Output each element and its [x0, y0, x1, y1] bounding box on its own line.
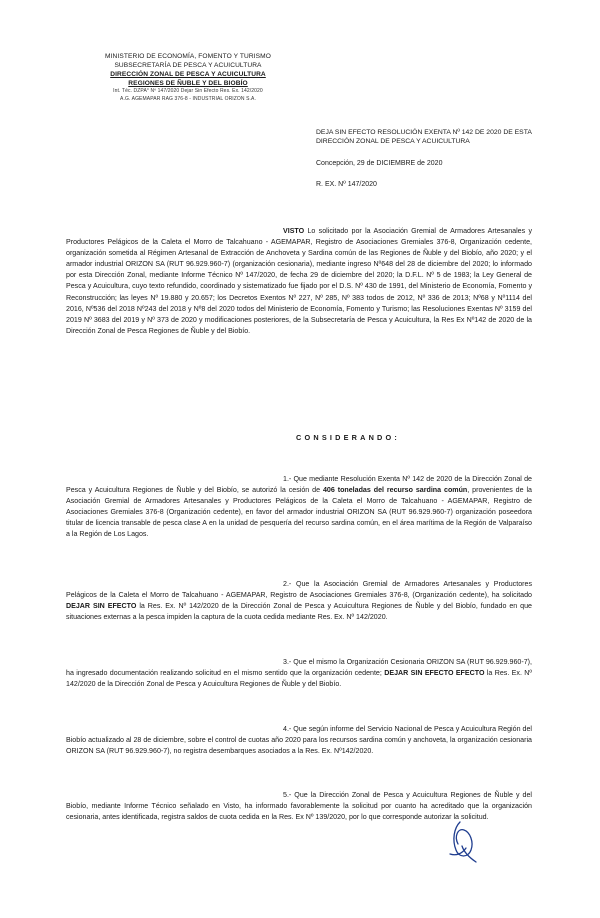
- place-date: Concepción, 29 de DICIEMBRE de 2020: [316, 160, 443, 167]
- visto-text: Lo solicitado por la Asociación Gremial de Armadores Artesanales y Productores Pelágicos de la Caleta el Morro de Talcahuano - AGEMAPAR, Registro de Asociaciones Gremiales 376-8, Organización cedente, organización sometida al Régimen Artesanal de Extracción de Anchoveta y Sardina común de las Regiones de Ñuble y del Biobío, año 2020; y el armador industrial ORIZON SA (RUT 96.929.960-7) (organización cesionaria), mediante ingreso Nº648 del 28 de diciembre del 2020; lo informado por esta Dirección Zonal, mediante Informe Técnico Nº 147/2020, de fecha 29 de diciembre del 2020; la D.F.L. Nº 5 de 1983; la Ley General de Pesca y Acuicultura, cuyo texto refundido, coordinado y sistematizado fue fijado por el D.S. Nº 430 de 1991, del Ministerio de Economía, Fomento y Reconstrucción; las leyes Nº 19.880 y 20.657; los Decretos Exentos Nº 227, Nº 285, Nº 383 todos de 2012, Nº 336 de 2013; Nº68 y Nº1114 del 2016, Nº536 del 2018 Nº243 del 2018 y Nº8 del 2020 todos del Ministerio de Economía, Fomento y Turismo; las Resoluciones Exentas Nº 3159 del 2019 Nº 3683 del 2019 y Nº 373 de 2020 y modificaciones posteriores, de la Subsecretaría de Pesca y Acuicultura, la Res Ex Nº142 de 2020 de la Dirección Zonal de Pesca Regiones de Ñuble y del Biobío.: [66, 227, 532, 335]
- considerando-1: [66, 474, 532, 541]
- considerando-5-text: 5.- Que la Dirección Zonal de Pesca y Acuicultura Regiones de Ñuble y del Biobío, mediante Informe Técnico señalado en Visto, ha informado favorablemente la solicitud por cuanto ha acreditado que la organización cesionaria, antes identificada, registra saldos de cuota cedida en la Res. Ex Nº 139/2020, por lo que corresponde autorizar la solicitud.: [66, 791, 532, 822]
- considerando-2: [66, 579, 532, 623]
- visto-paragraph: [66, 226, 532, 337]
- considerando-1-text-a: 1.- Que mediante Resolución Exenta Nº 142 de 2020 de la Dirección Zonal de Pesca y Acuicultura Regiones de Ñuble y del Biobío, se autorizó la cesión de: [66, 475, 532, 495]
- direccion-zonal-line: DIRECCIÓN ZONAL DE PESCA Y ACUICULTURA: [110, 71, 266, 78]
- internal-reference-line: Int. Téc. DZPA° Nº 147/2020 Dejar Sin Efecto Res. Ex. 142/2020: [113, 88, 263, 94]
- considerando-4-text: 4.- Que según informe del Servicio Nacional de Pesca y Acuicultura Región del Biobío actualizado al 28 de diciembre, sobre el control de cuotas año 2020 para los recursos sardina común y anchoveta, la organización cesionaria ORIZON SA (RUT 96.929.960-7), no registra desembarques asociados a la Res. Ex. Nº142/2020.: [66, 725, 532, 756]
- considerando-2-text-b: la Res. Ex. Nº 142/2020 de la Dirección Zonal de Pesca y Acuicultura Regiones de Ñuble y del Biobío, fundado en que situaciones externas a la pesca impiden la captura de la cuota cedida mediante Res. Ex. Nº 142/2020.: [66, 602, 532, 622]
- ministry-line: MINISTERIO DE ECONOMÍA, FOMENTO Y TURISMO: [105, 53, 271, 60]
- considerando-2-bold: DEJAR SIN EFECTO: [66, 602, 137, 611]
- considerando-1-bold: 406 toneladas del recurso sardina común: [322, 486, 468, 495]
- considerando-3: [66, 657, 532, 690]
- visto-label: VISTO: [283, 227, 305, 235]
- resolution-number: R. EX. Nº 147/2020: [316, 181, 377, 188]
- considerando-2-text-a: 2.- Que la Asociación Gremial de Armadores Artesanales y Productores Pelágicos de la Caleta el Morro de Talcahuano - AGEMAPAR, Registro de Asociaciones Gremiales 376-8, (Organización cedente), ha solicitado: [66, 580, 532, 600]
- resolution-subject: DEJA SIN EFECTO RESOLUCIÓN EXENTA Nº 142 DE 2020 DE ESTA DIRECCIÓN ZONAL DE PESCA Y ACUICULTURA: [316, 129, 532, 145]
- considerando-3-text-b: la Res. Ex. Nº 142/2020 de la Dirección Zonal de Pesca y Acuicultura Regiones de Ñuble y del Biobío.: [66, 669, 532, 689]
- considerando-3-text-a: 3.- Que el mismo la Organización Cesionaria ORIZON SA (RUT 96.929.960-7), ha ingresado documentación realizando solicitud en el mismo sentido que la organización cedente;: [66, 658, 532, 678]
- considerando-heading: CONSIDERANDO:: [296, 433, 401, 442]
- considerando-4: [66, 724, 532, 757]
- letterhead: [88, 52, 288, 103]
- considerando-3-bold: DEJAR SIN EFECTO EFECTO: [384, 669, 485, 678]
- regions-line: REGIONES DE ÑUBLE Y DEL BIOBÍO: [128, 80, 248, 87]
- parties-reference-line: A.G. AGEMAPAR RAG 376-8 - INDUSTRIAL ORIZON S.A.: [120, 95, 256, 102]
- considerando-1-text-b: , provenientes de la Asociación Gremial de Armadores Artesanales y Productores Pelágicos de la Caleta el Morro de Talcahuano - AGEMAPAR, Registro de Asociaciones Gremiales 376-8 (Organización cedente), en favor del armador industrial ORIZON SA (RUT 96.929.960-7) organización poseedora titular de licencia transable de pesca clase A en la unidad de pesquería del recurso sardina común, en el área marítima de la Región de Valparaíso a la Región de Los Lagos.: [66, 486, 533, 539]
- initials-signature-mark: [444, 818, 480, 866]
- subsecretaria-line: SUBSECRETARÍA DE PESCA Y ACUICULTURA: [114, 62, 262, 69]
